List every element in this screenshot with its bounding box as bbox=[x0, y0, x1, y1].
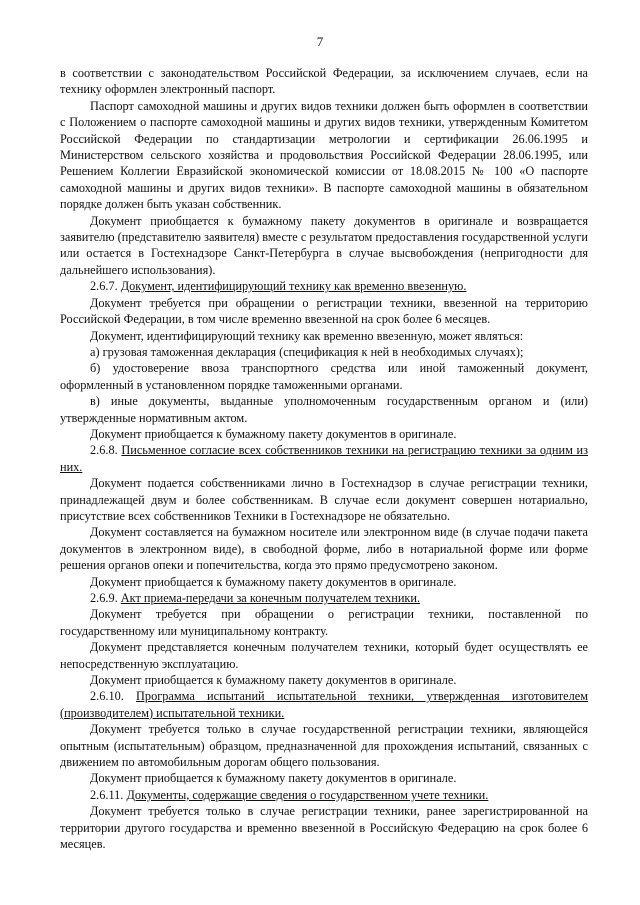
section-number: 2.6.9. bbox=[90, 591, 118, 605]
document-body bbox=[60, 65, 588, 853]
section-number: 2.6.11. bbox=[90, 787, 124, 802]
paragraph: Документ приобщается к бумажному пакету документов в оригинале. bbox=[90, 426, 457, 441]
paragraph: Документ требуется при обращении о регистрации техники, ввезенной на территорию Российской Федерации, в том числе временно ввезенной на срок более 6 месяцев. bbox=[60, 295, 588, 327]
list-item-a: а) грузовая таможенная декларация (спецификация к ней в необходимых случаях); bbox=[90, 344, 524, 359]
section-number: 2.6.10. bbox=[90, 689, 124, 704]
section-number: 2.6.7. bbox=[90, 279, 118, 294]
section-heading-2-6-8 bbox=[60, 442, 588, 475]
section-heading-2-6-11 bbox=[60, 787, 588, 803]
paragraph: Документ приобщается к бумажному пакету документов в оригинале. bbox=[90, 574, 457, 589]
list-item-c: в) иные документы, выданные уполномоченным государственным органом и (или) утвержденные нормативным актом. bbox=[60, 394, 588, 425]
section-title: Документ, идентифицирующий технику как временно ввезенную. bbox=[120, 279, 467, 294]
paragraph: Документ приобщается к бумажному пакету документов в оригинале. bbox=[90, 771, 457, 786]
section-heading-2-6-9 bbox=[60, 590, 588, 606]
section-number: 2.6.8. bbox=[90, 443, 118, 458]
section-heading-2-6-10 bbox=[60, 688, 588, 721]
paragraph: Паспорт самоходной машины и других видов техники должен быть оформлен в соответствии с Положением о паспорте самоходной машины и других видов техники, утвержденным Комитетом Российской Федерации по стандартизации метрологии и сертификации 26.06.1995 и Министерством сельского хозяйства и продовольствия Российской Федерации 28.06.1995, или Решением Коллегии Евразийской экономической комиссии от 18.08.2015 № 100 «О паспорте самоходной машины и других видов техники». В паспорте самоходной машины в обязательном порядке должен быть указан собственник. bbox=[60, 98, 588, 212]
section-title: Акт приема-передачи за конечным получателем техники. bbox=[120, 591, 421, 605]
paragraph: Документ подается собственниками лично в Гостехнадзор в случае регистрации техники, принадлежащей двум и более собственникам. В случае если документ совершен нотариально, присутствие всех собственников Техники в Гостехнадзоре не обязательно. bbox=[60, 476, 588, 523]
paragraph: в соответствии с законодательством Российской Федерации, за исключением случаев, если на технику оформлен электронный паспорт. bbox=[60, 66, 588, 97]
paragraph: Документ приобщается к бумажному пакету документов в оригинале и возвращается заявителю (представителю заявителя) вместе с результатом предоставления государственной услуги или остается в Гостехнадзоре Санкт-Петербурга в случае высвобождения (непригодности для дальнейшего использования). bbox=[60, 213, 588, 277]
paragraph: Документ требуется только в случае регистрации техники, ранее зарегистрированной на территории другого государства и временно ввезенной в Российскую Федерацию на срок более 6 месяцев. bbox=[60, 804, 588, 852]
section-heading-2-6-7 bbox=[60, 278, 588, 294]
paragraph: Документ представляется конечным получателем техники, который будет осуществлять ее непосредственную эксплуатацию. bbox=[60, 640, 588, 671]
page-number: 7 bbox=[316, 34, 324, 49]
section-title: Программа испытаний испытательной техники, утвержденная изготовителем (производителем) испытательной техники. bbox=[60, 689, 588, 720]
paragraph: Документ требуется при обращении о регистрации техники, поставленной по государственному или муниципальному контракту. bbox=[60, 607, 588, 638]
paragraph: Документ приобщается к бумажному пакету документов в оригинале. bbox=[90, 673, 457, 688]
paragraph: Документ составляется на бумажном носителе или электронном виде (в случае подачи пакета документов в электронном виде), в свободной форме, либо в нотариальной форме или форме решения органов опеки и попечительства, когда это прямо предусмотрено законом. bbox=[60, 525, 588, 573]
paragraph: Документ требуется только в случае государственной регистрации техники, являющейся опытным (испытательным) образцом, предназначенной для прохождения испытаний, связанных с движением по автомобильным дорогам общего пользования. bbox=[60, 722, 588, 770]
list-item-b: б) удостоверение ввоза транспортного средства или иной таможенный документ, оформленный в установленном порядке таможенными органами. bbox=[60, 361, 588, 392]
section-title: Письменное согласие всех собственников техники на регистрацию техники за одним из них. bbox=[60, 443, 588, 474]
section-title: Документы, содержащие сведения о государственном учете техники. bbox=[126, 787, 489, 802]
paragraph: Документ, идентифицирующий технику как временно ввезенную, может являться: bbox=[90, 328, 524, 343]
